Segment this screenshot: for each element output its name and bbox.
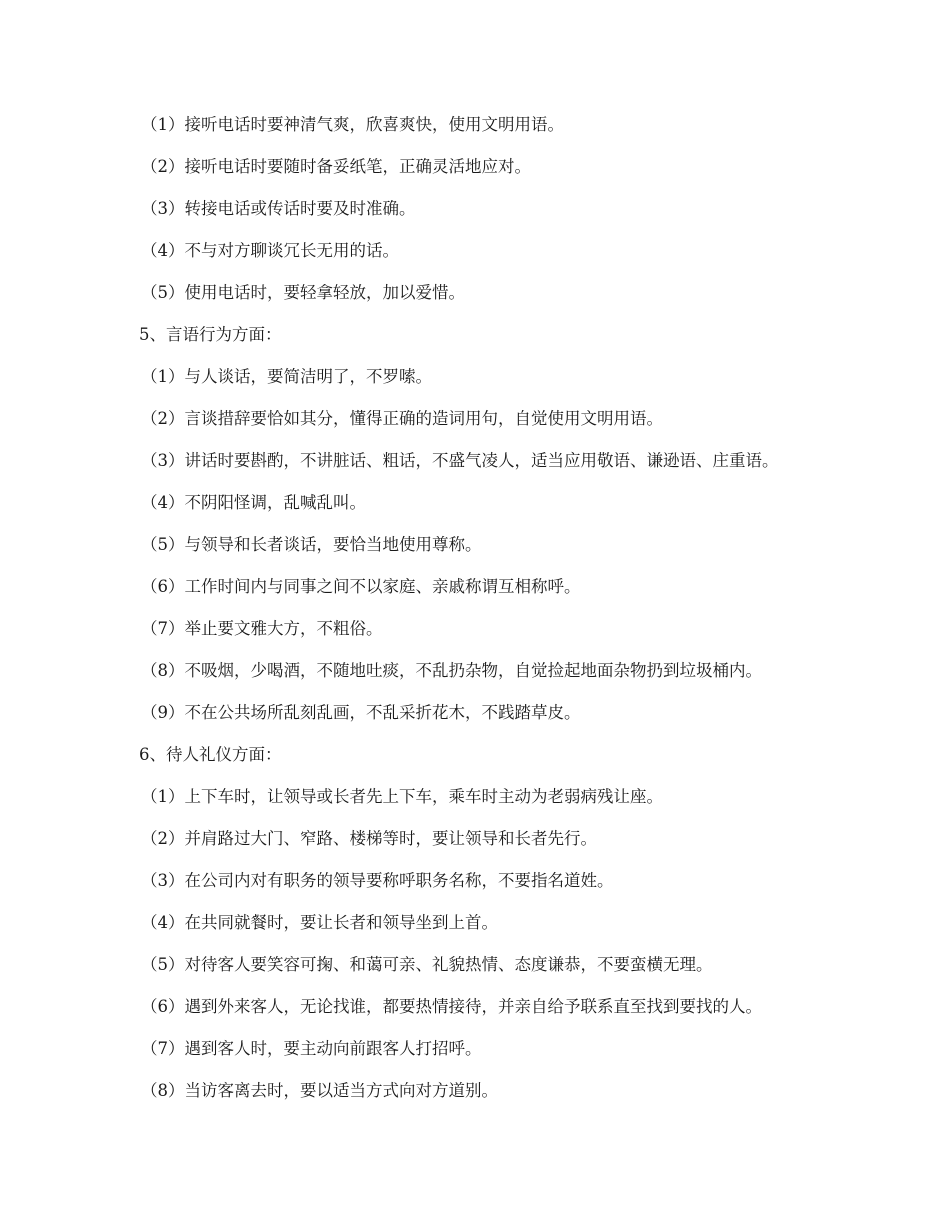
list-item: （6）工作时间内与同事之间不以家庭、亲戚称谓互相称呼。	[141, 577, 581, 596]
list-item: （1）上下车时，让领导或长者先上下车，乘车时主动为老弱病残让座。	[141, 787, 663, 806]
list-item: （1）接听电话时要神清气爽，欣喜爽快，使用文明用语。	[141, 115, 564, 134]
list-item: （7）遇到客人时，要主动向前跟客人打招呼。	[141, 1039, 482, 1058]
section-heading: 5、言语行为方面：	[139, 325, 282, 344]
list-item: （3）转接电话或传话时要及时准确。	[141, 199, 416, 218]
list-item: （3）讲话时要斟酌，不讲脏话、粗话，不盛气凌人，适当应用敬语、谦逊语、庄重语。	[141, 451, 779, 470]
list-item: （2）接听电话时要随时备妥纸笔，正确灵活地应对。	[141, 157, 531, 176]
list-item: （4）不阴阳怪调，乱喊乱叫。	[141, 493, 366, 512]
list-item: （9）不在公共场所乱刻乱画，不乱采折花木，不践踏草皮。	[141, 703, 581, 722]
list-item: （5）与领导和长者谈话，要恰当地使用尊称。	[141, 535, 482, 554]
section-heading: 6、待人礼仪方面：	[139, 745, 282, 764]
document-body	[139, 104, 839, 1112]
list-item: （4）在共同就餐时，要让长者和领导坐到上首。	[141, 913, 498, 932]
list-item: （2）并肩路过大门、窄路、楼梯等时，要让领导和长者先行。	[141, 829, 597, 848]
list-item: （1）与人谈话，要简洁明了，不罗嗦。	[141, 367, 432, 386]
list-item: （8）不吸烟，少喝酒，不随地吐痰，不乱扔杂物，自觉捡起地面杂物扔到垃圾桶内。	[141, 661, 762, 680]
list-item: （5）对待客人要笑容可掬、和蔼可亲、礼貌热情、态度谦恭，不要蛮横无理。	[141, 955, 713, 974]
list-item: （2）言谈措辞要恰如其分，懂得正确的造词用句，自觉使用文明用语。	[141, 409, 663, 428]
list-item: （5）使用电话时，要轻拿轻放，加以爱惜。	[141, 283, 465, 302]
list-item: （3）在公司内对有职务的领导要称呼职务名称，不要指名道姓。	[141, 871, 614, 890]
list-item: （7）举止要文雅大方，不粗俗。	[141, 619, 383, 638]
list-item: （8）当访客离去时，要以适当方式向对方道别。	[141, 1081, 498, 1100]
list-item: （6）遇到外来客人，无论找谁，都要热情接待，并亲自给予联系直至找到要找的人。	[141, 997, 762, 1016]
list-item: （4）不与对方聊谈冗长无用的话。	[141, 241, 399, 260]
